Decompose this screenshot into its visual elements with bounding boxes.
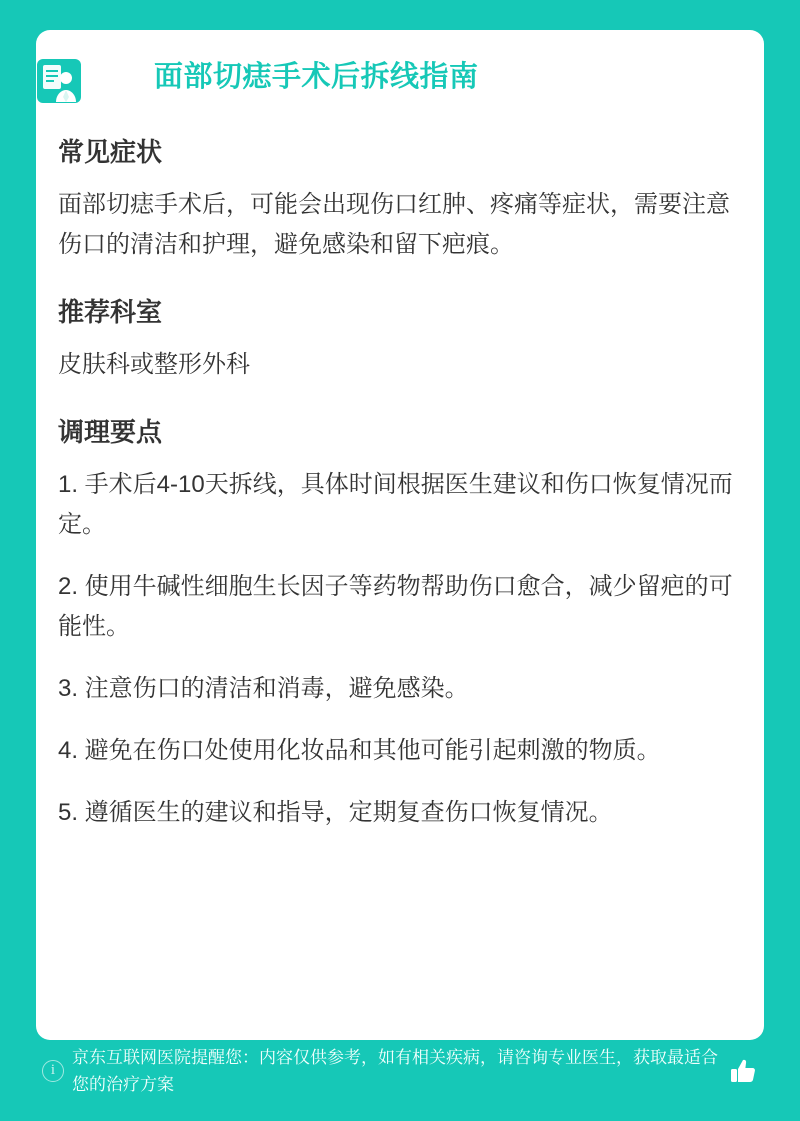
- document-person-icon: [36, 58, 82, 104]
- footer: [36, 1040, 764, 1102]
- section-heading: 调理要点: [58, 417, 163, 447]
- section-care-points: [58, 415, 744, 833]
- section-department: [58, 295, 744, 385]
- info-circle-icon: i: [36, 1060, 70, 1082]
- list-item: 3. 注意伤口的清洁和消毒，避免感染。: [58, 675, 469, 702]
- list-item: 2. 使用牛碱性细胞生长因子等药物帮助伤口愈合，减少留疤的可能性。: [58, 573, 733, 640]
- thumbs-up-icon[interactable]: [724, 1054, 764, 1088]
- section-heading: 推荐科室: [58, 297, 163, 327]
- page-title: 面部切痣手术后拆线指南: [154, 61, 479, 93]
- section-paragraph: 皮肤科或整形外科: [58, 351, 250, 378]
- list-item: 5. 遵循医生的建议和指导，定期复查伤口恢复情况。: [58, 799, 613, 826]
- section-symptoms: [58, 135, 744, 265]
- list-item: 4. 避免在伤口处使用化妆品和其他可能引起刺激的物质。: [58, 737, 661, 764]
- list-item: 1. 手术后4-10天拆线，具体时间根据医生建议和伤口恢复情况而定。: [58, 471, 733, 538]
- section-paragraph: 面部切痣手术后，可能会出现伤口红肿、疼痛等症状，需要注意伤口的清洁和护理，避免感染和留下疤痕。: [58, 191, 730, 258]
- footer-disclaimer: 京东互联网医院提醒您：内容仅供参考，如有相关疾病，请咨询专业医生，获取最适合您的治疗方案: [72, 1048, 718, 1094]
- guide-content: [58, 135, 744, 855]
- section-heading: 常见症状: [58, 137, 163, 167]
- guide-card: [36, 30, 764, 1040]
